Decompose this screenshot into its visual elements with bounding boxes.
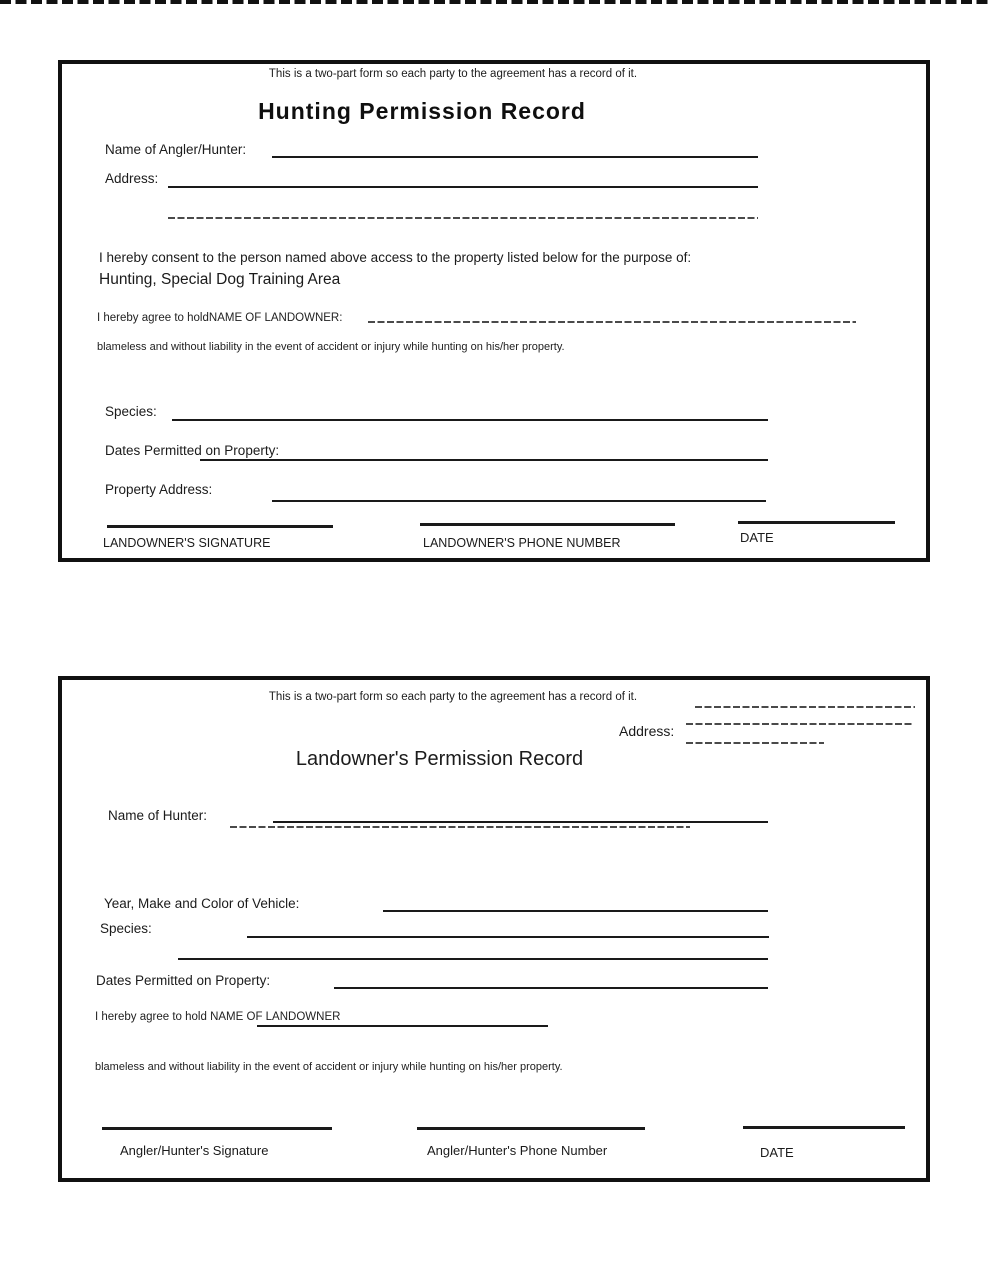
form1-date-line[interactable] (738, 521, 895, 524)
form2-address-field-line[interactable] (686, 723, 914, 725)
form2-dates-field-line[interactable] (334, 987, 768, 989)
form1-date-label: DATE (740, 530, 774, 545)
form1-dates-field-line[interactable] (200, 459, 768, 461)
form1-phone-line[interactable] (420, 523, 675, 526)
form2-address2-field-line[interactable] (686, 742, 824, 744)
tear-separator-line (0, 0, 990, 4)
form1-species-field-line[interactable] (172, 419, 768, 421)
form2-vehicle-field-line[interactable] (383, 910, 768, 912)
form2-vehicle-label: Year, Make and Color of Vehicle: (104, 896, 300, 911)
form1-address2-field-line[interactable] (168, 217, 758, 219)
form1-purpose-text: Hunting, Special Dog Training Area (99, 271, 341, 288)
form1-signature-line[interactable] (107, 525, 333, 528)
form2-dates-label: Dates Permitted on Property: (96, 973, 271, 988)
form1-property-address-field-line[interactable] (272, 500, 766, 502)
form1-landowner-name-field-line[interactable] (368, 321, 856, 323)
form2-signature-line[interactable] (102, 1127, 332, 1130)
form1-property-address-label: Property Address: (105, 482, 213, 497)
form2-blameless-text: blameless and without liability in the event of accident or injury while hunting on his/her property. (95, 1061, 563, 1073)
form2-name-field-line2[interactable] (230, 826, 690, 828)
form2-landowner-name-field-line[interactable] (257, 1025, 548, 1027)
form2-species-field-line[interactable] (247, 936, 769, 938)
form2-address-label: Address: (619, 723, 675, 739)
form2-address-top-field-line[interactable] (695, 706, 915, 708)
form2-date-label: DATE (760, 1145, 794, 1160)
form1-address-field-line[interactable] (168, 186, 758, 188)
form1-note: This is a two-part form so each party to the agreement has a record of it. (268, 68, 638, 80)
form1-phone-label: LANDOWNER'S PHONE NUMBER (423, 536, 621, 550)
form1-name-field-line[interactable] (272, 156, 758, 158)
form2-name-field-line[interactable] (273, 821, 768, 823)
form2-title: Landowner's Permission Record (295, 748, 584, 770)
form1-title: Hunting Permission Record (258, 98, 586, 124)
form1-hold-text: I hereby agree to holdNAME OF LANDOWNER: (97, 312, 343, 324)
form2-signature-label: Angler/Hunter's Signature (120, 1143, 269, 1158)
form2-phone-label: Angler/Hunter's Phone Number (427, 1143, 608, 1158)
form2-name-label: Name of Hunter: (108, 808, 208, 823)
form1-dates-label: Dates Permitted on Property: (105, 443, 280, 458)
form2-species-label: Species: (100, 921, 152, 936)
form2-hold-text: I hereby agree to hold NAME OF LANDOWNER (95, 1011, 341, 1023)
form1-signature-label: LANDOWNER'S SIGNATURE (103, 536, 271, 550)
form2-extra-field-line[interactable] (178, 958, 768, 960)
form1-species-label: Species: (105, 404, 157, 419)
form2-date-line[interactable] (743, 1126, 905, 1129)
form1-name-label: Name of Angler/Hunter: (105, 142, 247, 157)
form1-blameless-text: blameless and without liability in the event of accident or injury while hunting on his/her property. (97, 341, 565, 353)
form1-consent-text: I hereby consent to the person named above access to the property listed below for the purpose of: (99, 250, 692, 265)
form2-note: This is a two-part form so each party to the agreement has a record of it. (268, 691, 638, 703)
form2-phone-line[interactable] (417, 1127, 645, 1130)
form1-address-label: Address: (105, 171, 159, 186)
